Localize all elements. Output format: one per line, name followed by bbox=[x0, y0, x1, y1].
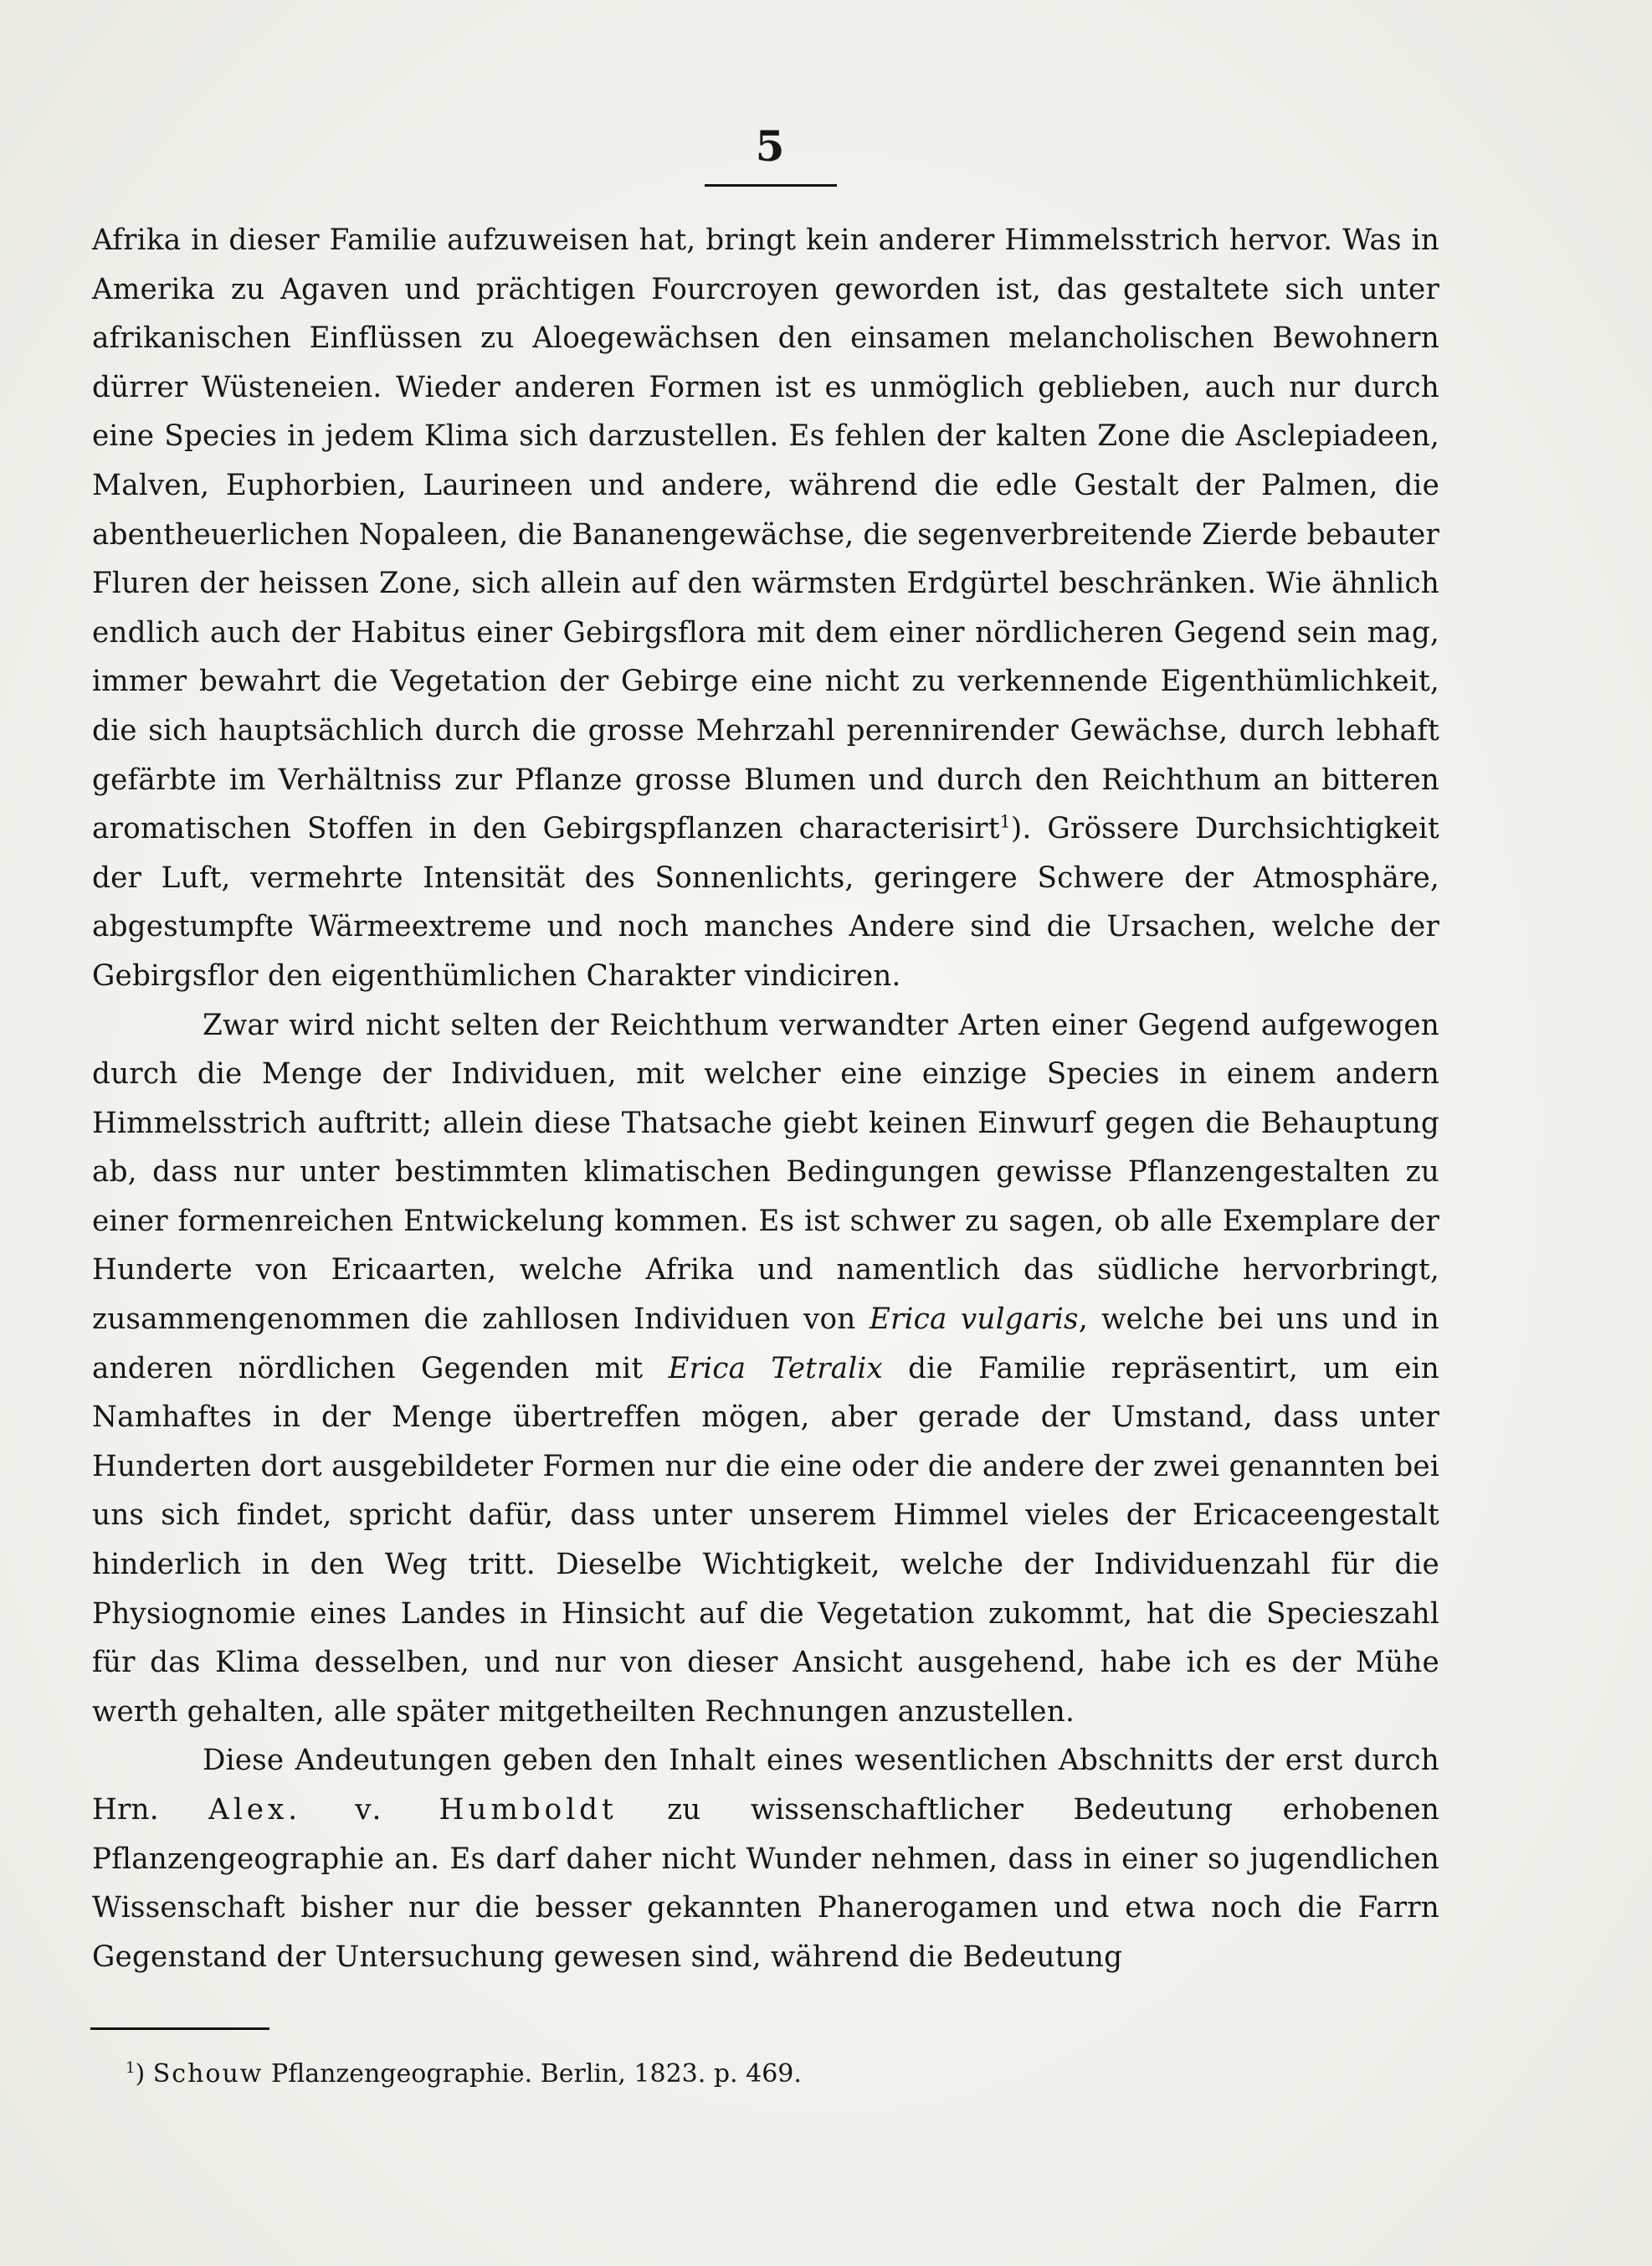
footnote-reference: 1 bbox=[999, 811, 1011, 832]
paragraph-text: , welche bei uns und in anderen nördlichen Gegenden mit bbox=[92, 1303, 1439, 1385]
paragraph-text: Afrika in dieser Familie aufzuweisen hat, bringt kein anderer Himmelsstrich hervor. Was in Amerika zu Agaven und prächtigen Fourcroyen geworden ist, das gestaltete sich unter afrikanischen Einflüssen zu Aloegewächsen den einsamen melancholischen Bewohnern dürrer Wüsteneien. Wieder anderen Formen ist es unmöglich geblieben, auch nur durch eine Species in jedem Klima sich darzustellen. Es fehlen der kalten Zone die Asclepiadeen, Malven, Euphorbien, Laurineen und andere, während die edle Gestalt der Palmen, die abentheuerlichen Nopaleen, die Bananengewächse, die segenverbreitende Zierde bebauter Fluren der heissen Zone, sich allein auf den wärmsten Erdgürtel beschränken. Wie ähnlich endlich auch der Habitus einer Gebirgsflora mit dem einer nördlicheren Gegend sein mag, immer bewahrt die Vegetation der Gebirge eine nicht zu verkennende Eigenthümlichkeit, die sich hauptsächlich durch die grosse Mehrzahl perennirender Gewächse, durch lebhaft gefärbte im Verhältniss zur Pflanze grosse Blumen und durch den Reichthum an bitteren aromatischen Stoffen in den Gebirgspflanzen characterisirt bbox=[92, 224, 1439, 846]
paragraph-text: Zwar wird nicht selten der Reichthum verwandter Arten einer Gegend aufgewogen durch die Menge der Individuen, mit welcher eine einzige Species in einem andern Himmelsstrich auftritt; allein diese Thatsache giebt keinen Einwurf gegen die Behauptung ab, dass nur unter bestimmten klimatischen Bedingungen gewisse Pflanzengestalten zu einer formenreichen Entwickelung kommen. Es ist schwer zu sagen, ob alle Exemplare der Hunderte von Ericaarten, welche Afrika und namentlich das südliche hervorbringt, zusammengenommen die zahllosen Individuen von bbox=[92, 1008, 1439, 1337]
footnote-author: Schouw bbox=[152, 2059, 264, 2089]
paragraph bbox=[92, 1736, 1439, 1981]
footnote-text: Pflanzengeographie. Berlin, 1823. p. 469. bbox=[271, 2059, 802, 2089]
footnote-marker: 1 bbox=[126, 2059, 136, 2077]
paragraph-text: die Familie repräsentirt, um ein Namhaftes in der Menge übertreffen mögen, aber gerade der Umstand, dass unter Hunderten dort ausgebildeter Formen nur die eine oder die andere der zwei genannten bei uns sich findet, spricht dafür, dass unter unserem Himmel vieles der Ericaceengestalt hinderlich in den Weg tritt. Dieselbe Wichtigkeit, welche der Individuenzahl für die Physiognomie eines Landes in Hinsicht auf die Vegetation zukommt, hat die Specieszahl für das Klima desselben, und nur von dieser Ansicht ausgehend, habe ich es der Mühe werth gehalten, alle später mitgetheilten Rechnungen anzustellen. bbox=[92, 1351, 1440, 1729]
paragraph-text: zu wissenschaftlicher Bedeutung erhobenen Pflanzengeographie an. Es darf daher nicht Wunder nehmen, dass in einer so jugendlichen Wissenschaft bisher nur die besser gekannten Phanerogamen und etwa noch die Farrn Gegenstand der Untersuchung gewesen sind, während die Bedeutung bbox=[92, 1793, 1439, 1974]
footnote-rule bbox=[90, 2027, 269, 2030]
paragraph bbox=[92, 216, 1439, 1001]
species-name: Erica Tetralix bbox=[668, 1351, 883, 1385]
header-rule bbox=[705, 184, 837, 187]
paragraph-text: ). Grössere Durchsichtigkeit der Luft, vermehrte Intensität des Sonnenlichts, geringere Schwere der Atmosphäre, abgestumpfte Wärmeextreme und noch manches Andere sind die Ursachen, welche der Gebirgsflor den eigenthümlichen Charakter vindiciren. bbox=[92, 812, 1439, 993]
footnote-marker-close: ) bbox=[135, 2059, 146, 2089]
paragraph bbox=[92, 1001, 1439, 1737]
page-number: 5 bbox=[755, 121, 785, 171]
species-name: Erica vulgaris bbox=[869, 1303, 1079, 1337]
footnote bbox=[126, 2058, 1381, 2090]
person-name: Alex. v. Humboldt bbox=[208, 1793, 618, 1827]
body-text bbox=[92, 216, 1439, 1981]
paragraph-text: Diese Andeutungen geben den Inhalt eines wesentlichen Abschnitts der erst durch Hrn. bbox=[92, 1744, 1439, 1827]
